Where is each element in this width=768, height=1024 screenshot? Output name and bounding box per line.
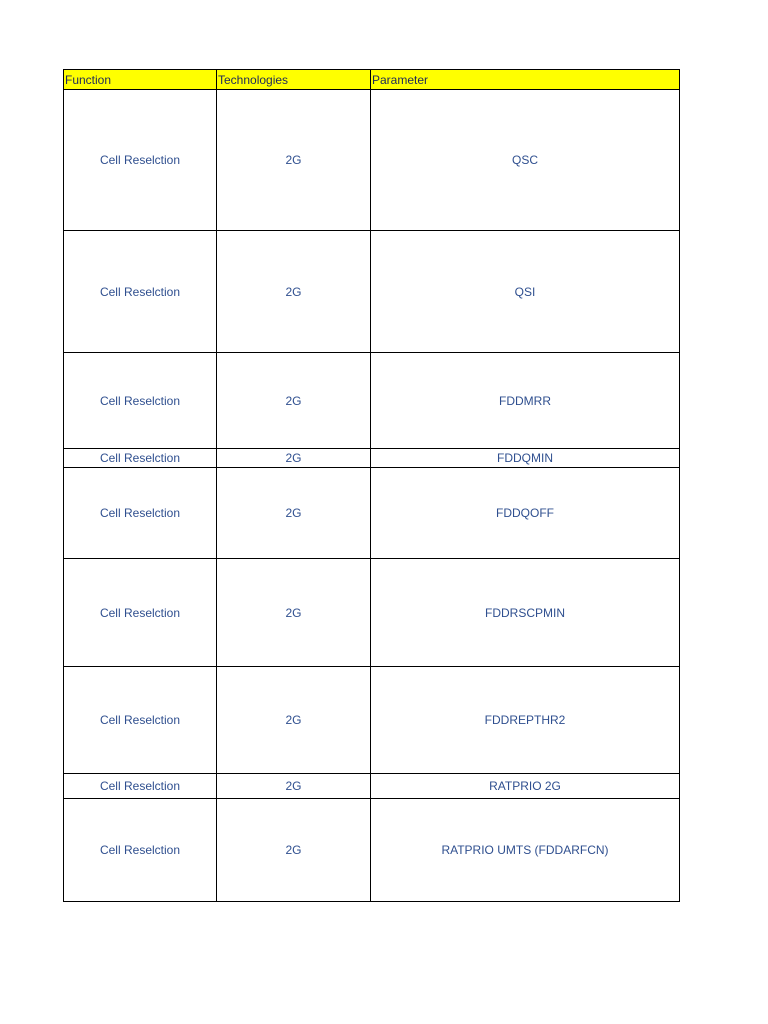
table-row [64,449,680,468]
cell-technology[interactable]: 2G [217,774,371,799]
cell-parameter[interactable]: FDDQMIN [371,449,680,468]
cell-technology[interactable]: 2G [217,799,371,902]
cell-function[interactable]: Cell Reselction [64,559,217,667]
table-row [64,667,680,774]
cell-function[interactable]: Cell Reselction [64,231,217,353]
cell-parameter[interactable]: FDDRSCPMIN [371,559,680,667]
header-parameter[interactable]: Parameter [371,70,680,90]
table-row [64,468,680,559]
cell-function[interactable]: Cell Reselction [64,449,217,468]
cell-technology[interactable]: 2G [217,231,371,353]
cell-technology[interactable]: 2G [217,667,371,774]
cell-technology[interactable]: 2G [217,449,371,468]
cell-parameter[interactable]: FDDREPTHR2 [371,667,680,774]
cell-technology[interactable]: 2G [217,468,371,559]
header-row [64,70,680,90]
parameter-table [63,69,680,902]
table-row [64,90,680,231]
cell-parameter[interactable]: RATPRIO UMTS (FDDARFCN) [371,799,680,902]
cell-parameter[interactable]: QSC [371,90,680,231]
cell-function[interactable]: Cell Reselction [64,468,217,559]
cell-parameter[interactable]: FDDMRR [371,353,680,449]
cell-function[interactable]: Cell Reselction [64,90,217,231]
table-row [64,799,680,902]
cell-function[interactable]: Cell Reselction [64,667,217,774]
cell-parameter[interactable]: RATPRIO 2G [371,774,680,799]
cell-parameter[interactable]: QSI [371,231,680,353]
spreadsheet-page [63,69,679,902]
cell-technology[interactable]: 2G [217,90,371,231]
header-function[interactable]: Function [64,70,217,90]
cell-function[interactable]: Cell Reselction [64,799,217,902]
table-row [64,774,680,799]
cell-technology[interactable]: 2G [217,353,371,449]
cell-parameter[interactable]: FDDQOFF [371,468,680,559]
cell-technology[interactable]: 2G [217,559,371,667]
header-technologies[interactable]: Technologies [217,70,371,90]
cell-function[interactable]: Cell Reselction [64,353,217,449]
table-row [64,231,680,353]
table-row [64,559,680,667]
table-row [64,353,680,449]
cell-function[interactable]: Cell Reselction [64,774,217,799]
